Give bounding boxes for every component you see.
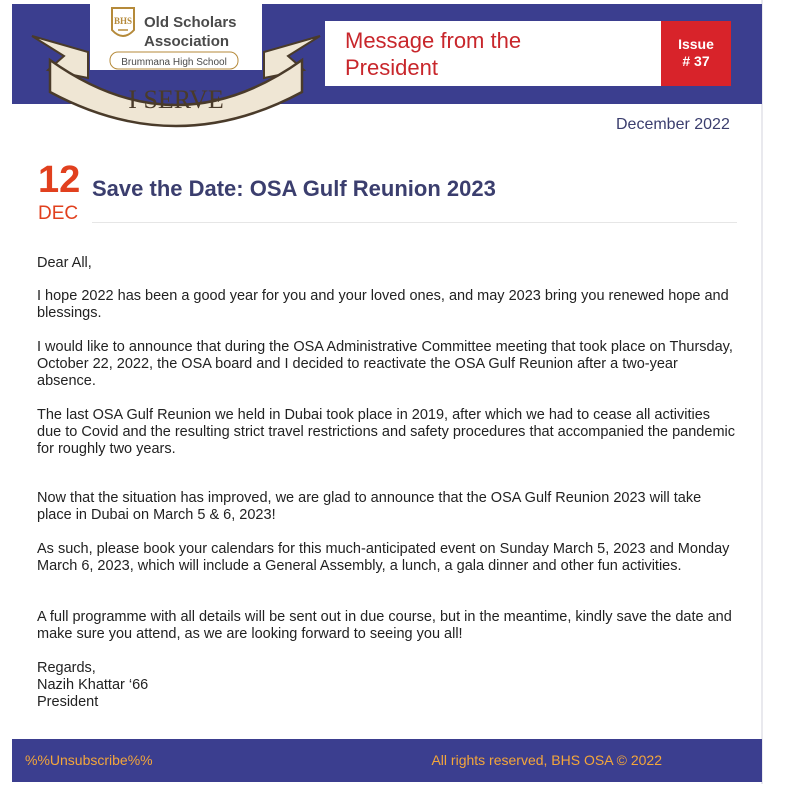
signer-title: President — [37, 694, 99, 710]
logo-school: Brummana High School — [121, 57, 227, 68]
logo-motto: I SERVE — [128, 85, 224, 114]
osa-logo — [28, 0, 324, 130]
signoff: Regards, — [37, 660, 96, 676]
footer-bar — [12, 739, 762, 782]
paragraph-3: The last OSA Gulf Reunion we held in Dubai took place in 2019, after which we had to cease all activities due to Covid and the resulting strict travel restrictions and safety procedures that accompanied the pandemic for roughly two years. — [37, 407, 735, 457]
logo-line1: Old Scholars — [144, 14, 237, 31]
copyright-text: All rights reserved, BHS OSA © 2022 — [431, 752, 662, 768]
paragraph-2: I would like to announce that during the OSA Administrative Committee meeting that took place on Thursday, October 22, 2022, the OSA board and I decided to reactivate the OSA Gulf Reunion after a two-year absence. — [37, 339, 733, 389]
event-month: DEC — [38, 203, 79, 224]
paragraph-6: A full programme with all details will be sent out in due course, but in the meantime, kindly save the date and make sure you attend, as we are looking forward to seeing you all! — [37, 609, 732, 642]
crest-monogram: BHS — [113, 16, 133, 26]
frame-edge — [761, 0, 763, 784]
event-day: 12 — [38, 159, 81, 201]
issue-number: # 37 — [682, 53, 710, 69]
unsubscribe-link[interactable]: %%Unsubscribe%% — [25, 752, 153, 768]
paragraph-4: Now that the situation has improved, we are glad to announce that the OSA Gulf Reunion 2023 will take place in Dubai on March 5 & 6, 2023! — [37, 490, 702, 523]
article-title: Save the Date: OSA Gulf Reunion 2023 — [92, 176, 496, 201]
header-message-box — [325, 21, 731, 86]
paragraph-5: As such, please book your calendars for this much-anticipated event on Sunday March 5, 2023 and Monday March 6, 2023, which will include a General Assembly, a lunch, a gala dinner and other fun activities. — [37, 541, 730, 574]
signer-name: Nazih Khattar ‘66 — [37, 677, 149, 693]
issue-label: Issue — [678, 36, 714, 52]
issue-date: December 2022 — [616, 116, 730, 133]
title-divider — [92, 222, 737, 223]
paragraph-1: I hope 2022 has been a good year for you and your loved ones, and may 2023 bring you renewed hope and blessings. — [37, 288, 729, 321]
logo-line2: Association — [144, 33, 230, 50]
greeting: Dear All, — [37, 255, 92, 271]
issue-badge — [661, 21, 731, 86]
message-title: Message from the President — [345, 28, 522, 80]
